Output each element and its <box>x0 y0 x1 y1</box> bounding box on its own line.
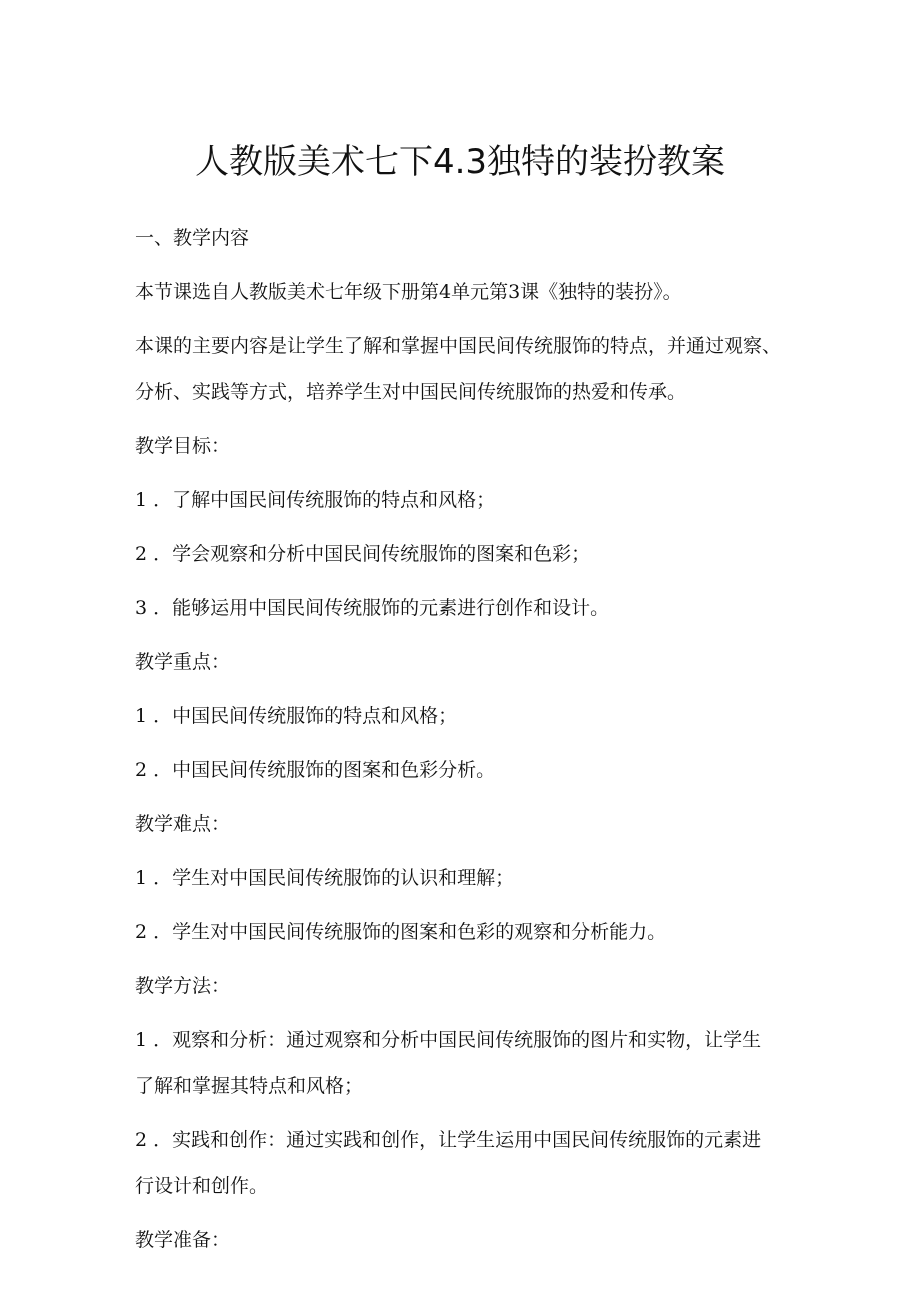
difficulties-item: 2 ．学生对中国民间传统服饰的图案和色彩的观察和分析能力。 <box>135 921 667 943</box>
key-points-item: 1 ．中国民间传统服饰的特点和风格； <box>135 705 458 727</box>
preparation-heading: 教学准备： <box>135 1229 231 1251</box>
document-body <box>135 222 815 1256</box>
methods-item1-line2: 了解和掌握其特点和风格； <box>135 1075 364 1097</box>
methods-item2-line2: 行设计和创作。 <box>135 1175 269 1197</box>
difficulties-heading: 教学难点： <box>135 813 231 835</box>
difficulties-item: 1 ．学生对中国民间传统服饰的认识和理解； <box>135 867 515 889</box>
goals-heading: 教学目标： <box>135 435 231 457</box>
goals-item: 1 ．了解中国民间传统服饰的特点和风格； <box>135 489 496 511</box>
methods-item1-line1: 1 ．观察和分析：通过观察和分析中国民间传统服饰的图片和实物，让学生 <box>135 1029 762 1051</box>
methods-heading: 教学方法： <box>135 975 231 997</box>
section-heading-content: 一、教学内容 <box>135 227 250 249</box>
key-points-heading: 教学重点： <box>135 651 231 673</box>
intro-source-text: 本节课选自人教版美术七年级下册第4单元第3课《独特的装扮》。 <box>135 281 682 303</box>
key-points-item: 2 ．中国民间传统服饰的图案和色彩分析。 <box>135 759 496 781</box>
goals-item: 3 ．能够运用中国民间传统服饰的元素进行创作和设计。 <box>135 597 610 619</box>
goals-item: 2 ．学会观察和分析中国民间传统服饰的图案和色彩； <box>135 543 591 565</box>
intro-main-text-line1: 本课的主要内容是让学生了解和掌握中国民间传统服饰的特点，并通过观察、 <box>135 335 782 357</box>
methods-item2-line1: 2 ．实践和创作：通过实践和创作，让学生运用中国民间传统服饰的元素进 <box>135 1129 762 1151</box>
document-title: 人教版美术七下4.3独特的装扮教案 <box>194 142 726 182</box>
intro-main-text-line2: 分析、实践等方式，培养学生对中国民间传统服饰的热爱和传承。 <box>135 381 687 403</box>
